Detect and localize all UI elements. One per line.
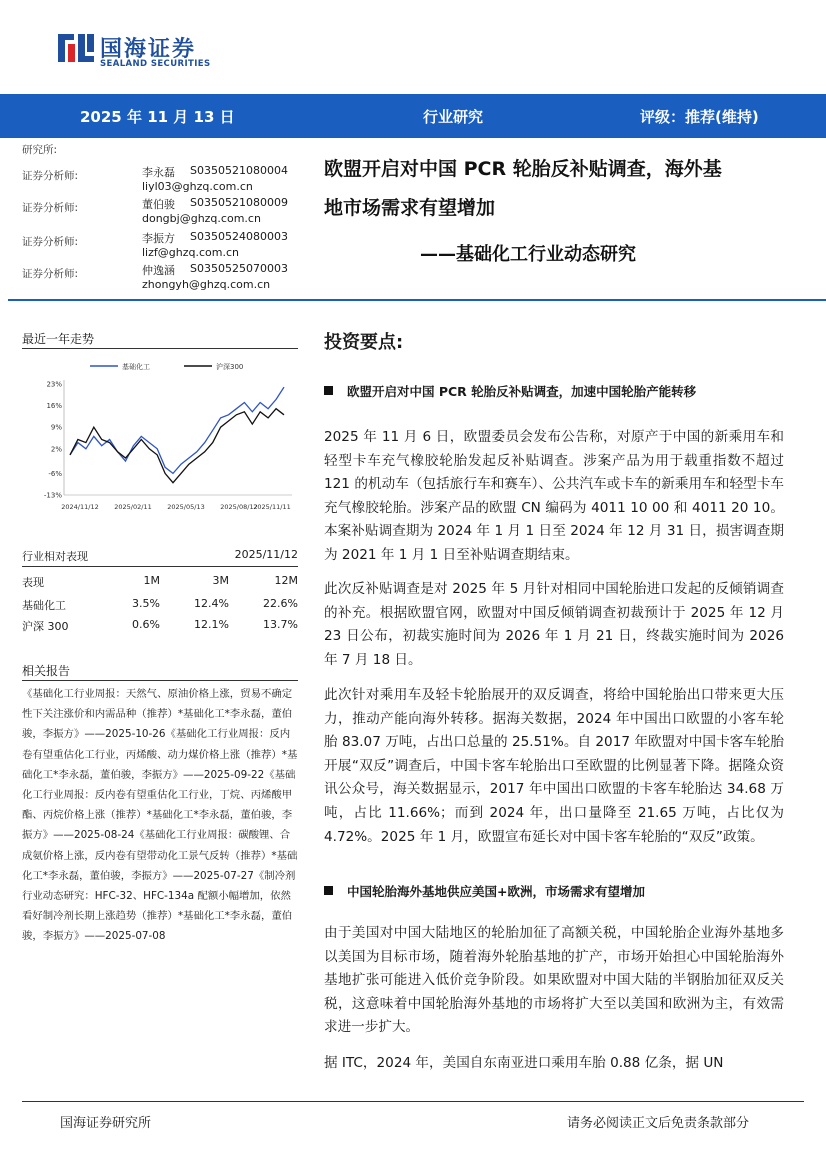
table-header-row — [22, 574, 298, 594]
y-axis-ticks — [44, 381, 62, 500]
related-reports: 《基础化工行业周报：天然气、原油价格上涨，贸易不确定性下关注涨价和内需品种（推荐）*基础化工*李永磊，董伯骏，李振方》——2025-10-26《基础化工行业周报：反内卷有望重估化工行业，丙烯酸、动力煤价格上涨（推荐）*基础化工*李永磊，董伯骏，李振方》——2025-09-22《基础化工行业周报：反内卷有望重估化工行业，丁烷、丙烯酸甲酯、丙烷价格上涨（推荐）*基础化工*李永磊，董伯骏，李振方》——2025-08-24《基础化工行业周报：碳酸锂、合成氨价格上涨，反内卷有望带动化工景气反转（推荐）*基础化工*李永磊，董伯骏，李振方》——2025-07-27《制冷剂行业动态研究：HFC-32、HFC-134a 配额小幅增加，依然看好制冷剂长期上涨趋势（推荐）*基础化工*李永磊，董伯骏，李振方》——2025-07-08 — [22, 688, 298, 943]
footer-divider — [22, 1101, 804, 1102]
analyst-entry — [22, 164, 322, 198]
header-divider — [8, 299, 826, 301]
table-cell: 12.4% — [194, 597, 229, 610]
analyst-name: 李永磊 — [142, 166, 175, 179]
analyst-title: 证券分析师: — [22, 236, 79, 248]
x-tick-label: 2025/08/12 — [220, 503, 258, 511]
related-heading: 相关报告 — [22, 664, 71, 678]
analyst-name: 董伯骏 — [142, 198, 175, 211]
y-tick-label: 16% — [46, 402, 62, 411]
x-tick-label: 2025/05/13 — [167, 503, 205, 511]
header-banner — [0, 94, 826, 138]
report-title — [324, 150, 794, 228]
analyst-title: 证券分析师: — [22, 268, 79, 280]
bullet-heading-2 — [324, 882, 645, 900]
brand-name-cn: 国海证券 — [100, 37, 197, 62]
x-axis-ticks — [61, 503, 290, 511]
report-rating: 评级：推荐(维持) — [640, 108, 759, 126]
y-tick-label: -13% — [43, 491, 62, 500]
section-divider — [22, 566, 298, 567]
y-tick-label: 2% — [50, 445, 62, 454]
analyst-cert: S0350521080009 — [190, 196, 288, 209]
analyst-title: 证券分析师: — [22, 202, 79, 214]
series-line-industry — [70, 387, 284, 473]
report-title-line: 地市场需求有望增加 — [324, 197, 496, 219]
y-tick-label: 23% — [46, 380, 62, 389]
legend-label-series-2: 沪深300 — [216, 363, 244, 371]
analyst-cert: S0350521080004 — [190, 164, 288, 177]
brand-name-en: SEALAND SECURITIES — [100, 59, 211, 69]
table-cell: 0.6% — [132, 618, 160, 631]
y-tick-label: -6% — [48, 469, 62, 478]
x-tick-label: 2025/11/11 — [253, 503, 291, 511]
paragraph: 由于美国对中国大陆地区的轮胎加征了高额关税，中国轮胎企业海外基地多以美国为目标市场，随着海外轮胎基地的扩产，市场开始担心中国轮胎海外基地扩张可能进入低价竞争阶段。如果欧盟对中国大陆的半钢胎加征双反关税，这意味着中国轮胎海外基地的市场将扩大至以美国和欧洲为主，有效需求进一步扩大。 — [324, 925, 784, 1036]
report-subtitle: ——基础化工行业动态研究 — [420, 244, 636, 265]
column-header: 表现 — [22, 576, 44, 589]
analyst-title: 证券分析师: — [22, 170, 79, 182]
column-header: 3M — [212, 574, 229, 587]
paragraph: 此次针对乘用车及轻卡轮胎展开的双反调查，将给中国轮胎出口带来更大压力，推动产能向海外转移。据海关数据，2024 年中国出口欧盟的小客车轮胎 83.07 万吨，占出口总量的 25.51%。自 2017 年欧盟对中国卡客车轮胎开展“双反”调查后，中国卡客车轮胎出口至欧盟的比例显著下降。据隆众资讯公众号，海关数据显示，2017 年中国出口欧盟的卡客车轮胎达 34.68 万吨，占比 11.66%；而到 2024 年，出口量降至 21.65 万吨，占比仅为 4.72%。2025 年 1 月，欧盟宣布延长对中国卡客车轮胎的“双反”政策。 — [324, 687, 784, 845]
paragraph: 2025 年 11 月 6 日，欧盟委员会发布公告称，对原产于中国的新乘用车和轻型卡车充气橡胶轮胎发起反补贴调查。涉案产品为用于载重指数不超过 121 的机动车（包括旅行车和赛车）、公共汽车或卡车的新乘用车和轻型卡车充气橡胶轮胎。涉案产品的欧盟 CN 编码为 4011 10 00 和 4011 20 10。本案补贴调查期为 2024 年 1 月 1 日至 2024 年 12 月 31 日，损害调查期为 2021 年 1 月 1 日至补贴调查期结束。 — [324, 429, 784, 563]
paragraph: 此次反补贴调查是对 2025 年 5 月针对相同中国轮胎进口发起的反倾销调查的补充。根据欧盟官网，欧盟对中国反倾销调查初裁预计于 2025 年 12 月 23 日公布，初裁实施时间为 2026 年 1 月 21 日，终裁实施时间为 2026 年 7 月 18 日。 — [324, 581, 784, 668]
institute-label: 研究所: — [22, 144, 58, 156]
x-tick-label: 2024/11/12 — [61, 503, 99, 511]
section-divider — [22, 348, 298, 349]
report-title-line: 欧盟开启对中国 PCR 轮胎反补贴调查，海外基 — [324, 158, 722, 180]
analyst-email[interactable]: lizf@ghzq.com.cn — [142, 246, 239, 259]
report-type: 行业研究 — [423, 108, 484, 126]
bullet-heading-text: 中国轮胎海外基地供应美国+欧洲，市场需求有望增加 — [347, 884, 645, 899]
table-cell: 22.6% — [263, 597, 298, 610]
analyst-email[interactable]: zhongyh@ghzq.com.cn — [142, 278, 271, 291]
column-header: 12M — [274, 574, 298, 587]
x-tick-label: 2025/02/11 — [114, 503, 152, 511]
y-tick-label: 9% — [50, 423, 62, 432]
paragraph: 据 ITC，2024 年，美国自东南亚进口乘用车胎 0.88 亿条，据 UN — [324, 1055, 724, 1071]
analyst-name: 李振方 — [142, 232, 175, 245]
trend-heading: 最近一年走势 — [22, 332, 95, 346]
analyst-cert: S0350524080003 — [190, 230, 288, 243]
analyst-entry — [22, 262, 322, 296]
logo-mark-icon — [58, 30, 94, 66]
table-row — [22, 597, 298, 617]
points-title: 投资要点: — [324, 332, 404, 353]
trend-chart — [22, 352, 298, 520]
table-cell: 3.5% — [132, 597, 160, 610]
analyst-entry — [22, 196, 322, 230]
analyst-email[interactable]: dongbj@ghzq.com.cn — [142, 212, 261, 225]
performance-header — [22, 548, 298, 568]
analyst-name: 仲逸涵 — [142, 264, 175, 277]
performance-heading: 行业相对表现 — [22, 550, 88, 563]
company-logo — [58, 28, 218, 72]
section-divider — [22, 680, 298, 681]
bullet-heading-1 — [324, 382, 696, 400]
table-cell: 基础化工 — [22, 599, 66, 612]
performance-date: 2025/11/12 — [234, 548, 298, 561]
column-header: 1M — [143, 574, 160, 587]
bullet-square-icon — [324, 386, 333, 395]
bullet-square-icon — [324, 886, 333, 895]
report-date: 2025 年 11 月 13 日 — [80, 108, 235, 126]
table-row — [22, 618, 298, 638]
legend-label-series-1: 基础化工 — [122, 363, 150, 371]
analyst-cert: S0350525070003 — [190, 262, 288, 275]
table-cell: 12.1% — [194, 618, 229, 631]
table-cell: 沪深 300 — [22, 620, 69, 633]
table-cell: 13.7% — [263, 618, 298, 631]
footer-disclaimer: 请务必阅读正文后免责条款部分 — [567, 1116, 750, 1131]
analyst-email[interactable]: liyl03@ghzq.com.cn — [142, 180, 253, 193]
analyst-entry — [22, 230, 322, 264]
footer-left: 国海证券研究所 — [60, 1116, 152, 1131]
bullet-heading-text: 欧盟开启对中国 PCR 轮胎反补贴调查，加速中国轮胎产能转移 — [347, 384, 697, 399]
